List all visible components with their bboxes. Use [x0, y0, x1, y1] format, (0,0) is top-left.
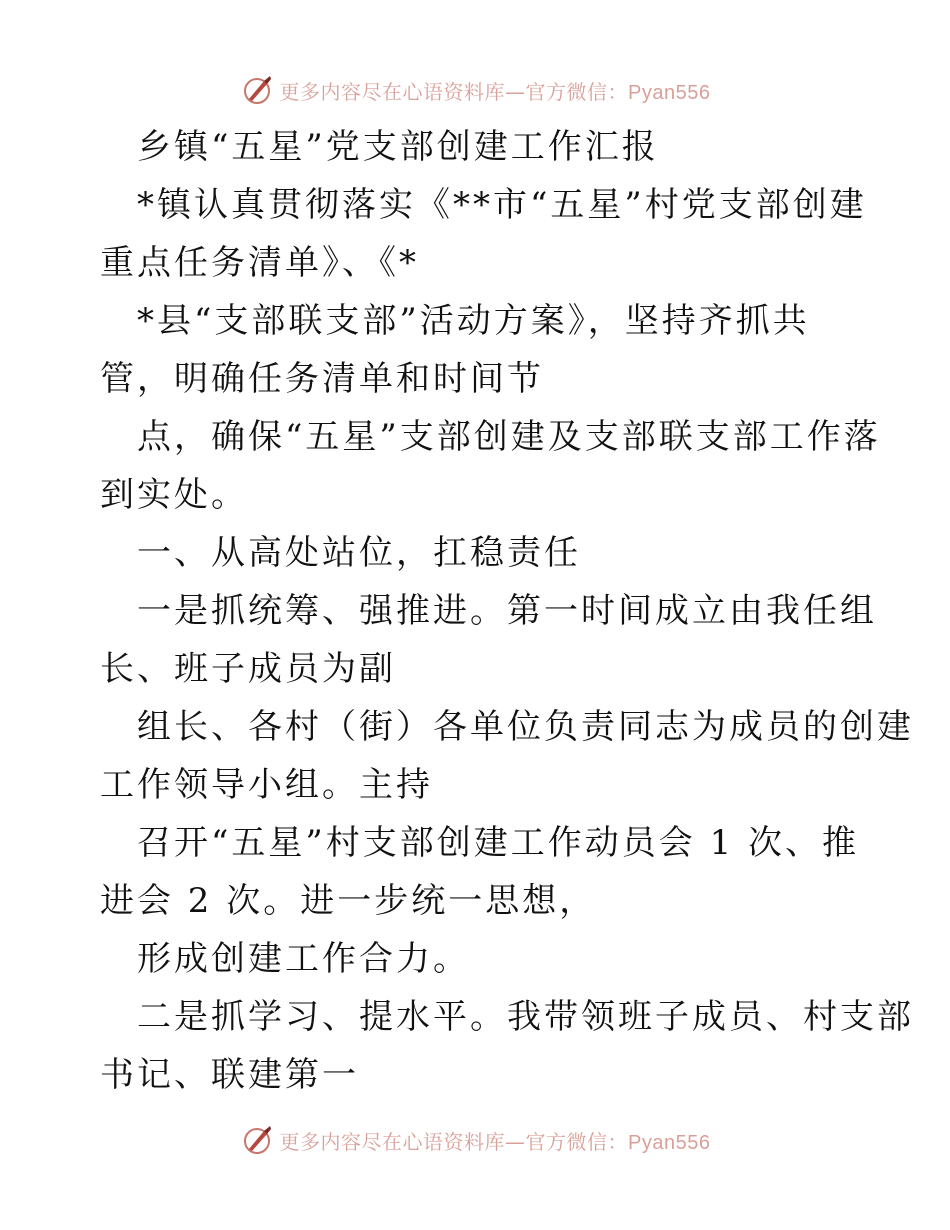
paragraph-line: 一是抓统筹、强推进。第一时间成立由我任组	[137, 591, 877, 631]
paragraph-line: *县“支部联支部”活动方案》，坚持齐抓共	[137, 301, 810, 341]
paragraph-line: 召开“五星”村支部创建工作动员会 1 次、推	[137, 823, 860, 863]
paragraph-line: 点，确保“五星”支部创建及支部联支部工作落	[137, 417, 881, 457]
quill-pen-seal-icon	[240, 1123, 274, 1157]
paragraph-line: 管，明确任务清单和时间节	[100, 359, 544, 399]
footer-watermark	[0, 1120, 950, 1160]
paragraph-line: 工作领导小组。主持	[100, 765, 433, 805]
paragraph-line: 进会 2 次。进一步统一思想，	[100, 881, 597, 921]
watermark-text: 更多内容尽在心语资料库—官方微信：Pyan556	[279, 1129, 711, 1154]
paragraph-line: 二是抓学习、提水平。我带领班子成员、村支部	[137, 997, 914, 1037]
paragraph-line: *镇认真贯彻落实《**市“五星”村党支部创建	[137, 185, 867, 225]
section-heading: 一、从高处站位，扛稳责任	[137, 533, 581, 573]
paragraph-line: 形成创建工作合力。	[137, 939, 470, 979]
paragraph-line: 长、班子成员为副	[100, 649, 396, 689]
paragraph-line: 重点任务清单》、《*	[100, 243, 419, 283]
paragraph-line: 组长、各村（街）各单位负责同志为成员的创建	[137, 707, 914, 747]
watermark-text: 更多内容尽在心语资料库—官方微信：Pyan556	[279, 79, 711, 104]
document-title: 乡镇“五星”党支部创建工作汇报	[137, 127, 659, 167]
paragraph-line: 书记、联建第一	[100, 1055, 359, 1095]
paragraph-line: 到实处。	[100, 475, 248, 515]
